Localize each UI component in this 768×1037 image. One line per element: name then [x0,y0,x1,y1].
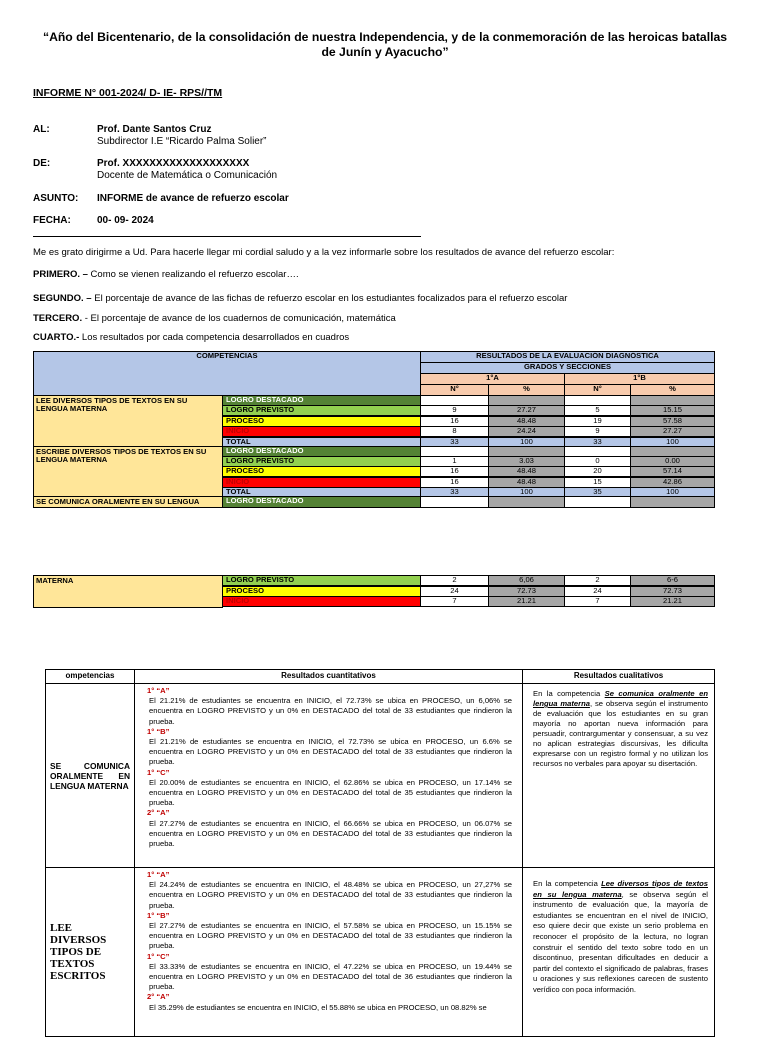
r1-grade-1: 1° “A” [147,686,170,695]
r1-grade-2: 1° “B” [147,726,170,736]
level-proceso-c2: PROCESO [222,466,421,477]
t2-row2-competency [45,867,135,1037]
header-n-1b: N° [564,384,631,396]
r2-grade-3: 1° “C” [147,951,170,961]
c2-previsto-col1: 1 [420,456,489,467]
de-label: DE: [33,158,51,169]
c1-destacado-col1 [420,395,489,406]
para-cuarto [33,332,349,343]
t2-row2-comp-text: LEE DIVERSOS TIPOS DE TEXTOS ESCRITOS [50,922,107,982]
level-proceso-c3: PROCESO [222,586,421,597]
r1-qual-pre: En la competencia [533,689,605,698]
segundo-text: El porcentaje de avance de las fichas de refuerzo escolar en los estudiantes focalizados para el refuerzo escolar [94,293,568,304]
c2-total-col2: 100 [488,487,565,498]
c1-proceso-col3: 19 [564,416,631,427]
segundo-label: SEGUNDO. – [33,293,92,304]
r2-qual-em: Lee diversos tipos de textos en su lengua materna [533,879,708,899]
al-role: Subdirector I.E “Ricardo Palma Solier” [97,136,267,147]
header-n-1a: N° [420,384,489,396]
c3-proceso-col2: 72.73 [488,586,565,597]
para-tercero [33,313,396,324]
c3-destacado-col4 [630,496,715,508]
level-proceso-c1: PROCESO [222,416,421,427]
r1-text-1: El 21.21% de estudiantes se encuentra en INICIO, el 72.73% se ubica en PROCESO, un 6,06% se encuentra en LOGRO PREVISTO y un 0% en DESTACADO del total de 33 estudiantes que rindieron la prueba. [149,696,512,726]
r2-text-1: El 24.24% de estudiantes se encuentra en INICIO, el 48.48% se ubica en PROCESO, un 27,27% se encuentra en LOGRO PREVISTO y un 0% en DESTACADO del total de 33 estudiantes que rindieron la prueba. [149,880,512,910]
level-total-c2: TOTAL [222,487,421,498]
t2-row1-competency [45,683,135,868]
tercero-label: TERCERO. [33,313,83,324]
level-previsto-c2: LOGRO PREVISTO [222,456,421,467]
c2-proceso-col1: 16 [420,466,489,477]
report-number: INFORME N° 001-2024/ D- IE- RPS//TM [33,87,223,99]
c2-proceso-col4: 57.14 [630,466,715,477]
r1-text-3: El 20.00% de estudiantes se encuentra en INICIO, el 62.86% se ubica en PROCESO, un 17.14% se encuentra en LOGRO PREVISTO y un 0% en DESTACADO del total de 35 estudiantes que rindieron la prueba. [149,777,512,808]
c3-previsto-col3: 2 [564,575,631,586]
c1-proceso-col1: 16 [420,416,489,427]
c3-inicio-col2: 21.21 [488,596,565,607]
competency-lee: LEE DIVERSOS TIPOS DE TEXTOS EN SU LENGUA MATERNA [33,395,223,447]
c1-total-col1: 33 [420,437,489,448]
level-inicio-c1: INICIO [222,426,421,437]
t2-header-qual: Resultados cualitativos [522,669,715,684]
para-primero [33,269,299,280]
c1-proceso-col2: 48.48 [488,416,565,427]
c1-inicio-col1: 8 [420,426,489,437]
t2-row2-quant [134,867,523,1037]
t2-row2-qual [522,867,715,1037]
c2-proceso-col3: 20 [564,466,631,477]
c2-previsto-col3: 0 [564,456,631,467]
c2-total-col1: 33 [420,487,489,498]
c3-previsto-col2: 6,06 [488,575,565,586]
c1-inicio-col3: 9 [564,426,631,437]
de-name: Prof. XXXXXXXXXXXXXXXXXXX [97,158,250,169]
c1-destacado-col2 [488,395,565,406]
r2-grade-4: 2° “A” [147,992,170,1002]
al-name: Prof. Dante Santos Cruz [97,124,212,135]
c1-destacado-col3 [564,395,631,406]
c2-proceso-col2: 48.48 [488,466,565,477]
c2-inicio-col3: 15 [564,477,631,488]
r2-text-3: El 33.33% de estudiantes se encuentra en INICIO, el 47.22% se ubica en PROCESO, un 19.44% se encuentra en LOGRO PREVISTO y un 0% en DESTACADO del total de 36 estudiantes que rindieron la prueba. [149,961,512,992]
t2-row1-quant [134,683,523,868]
c2-total-col4: 100 [630,487,715,498]
header-competencias: COMPETENCIAS [33,351,421,396]
r1-grade-4: 2° “A” [147,808,170,818]
header-grade-1b: 1°B [564,373,715,385]
r2-text-4: El 35.29% de estudiantes se encuentra en INICIO, el 55.88% se ubica en PROCESO, un 08.82% se [149,1002,487,1012]
level-destacado-c3: LOGRO DESTACADO [222,496,421,508]
r2-text-2: El 27.27% de estudiantes se encuentra en INICIO, el 57.58% se ubica en PROCESO, un 15.15% se encuentra en LOGRO PREVISTO y un 0% en DESTACADO del total de 33 estudiantes que rindieron la prueba. [149,921,512,951]
t2-row1-qual [522,683,715,868]
c1-previsto-col1: 9 [420,405,489,416]
header-grade-1a: 1°A [420,373,565,385]
r1-text-4: El 27.27% de estudiantes se encuentra en INICIO, el 66.66% se ubica en PROCESO, un 06.07% se encuentra en LOGRO PREVISTO y un 0% en DESTACADO del total de 33 estudiantes que rindieron la prueba. [149,818,512,849]
primero-text: Como se vienen realizando el refuerzo escolar…. [90,269,299,280]
cuarto-text: Los resultados por cada competencia desarrollados en cuadros [81,332,350,343]
header-pct-1a: % [488,384,565,396]
competency-escribe: ESCRIBE DIVERSOS TIPOS DE TEXTOS EN SU LENGUA MATERNA [33,446,223,497]
page-title: “Año del Bicentenario, de la consolidación de nuestra Independencia, y de la conmemoración de las heroicas batallas de Junín y Ayacucho” [42,30,728,59]
c1-proceso-col4: 57.58 [630,416,715,427]
al-label: AL: [33,124,50,135]
level-inicio-c2: INICIO [222,477,421,488]
intro-text: Me es grato dirigirme a Ud. Para hacerle llegar mi cordial saludo y a la vez informarle sobre los resultados de avance del refuerzo escolar: [33,247,615,258]
r2-qual-pre: En la competencia [533,879,602,888]
level-previsto-c3: LOGRO PREVISTO [222,575,421,586]
cuarto-label: CUARTO.- [33,332,80,343]
c3-inicio-col4: 21.21 [630,596,715,607]
t2-header-quant: Resultados cuantitativos [134,669,523,684]
asunto-label: ASUNTO: [33,193,79,204]
c3-previsto-col1: 2 [420,575,489,586]
r1-qual-em: Se comunica oralmente en lengua materna [533,689,708,708]
c2-inicio-col2: 48.48 [488,477,565,488]
c3-destacado-col2 [488,496,565,508]
asunto-value: INFORME de avance de refuerzo escolar [97,193,289,204]
r1-grade-3: 1° “C” [147,767,170,777]
c1-total-col4: 100 [630,437,715,448]
header-grades: GRADOS Y SECCIONES [420,362,715,374]
r2-qual-post: , se observa según el instrumento de evaluación que, la mayoría de estudiantes se encuentran en el nivel de INICIO, eso quiere decir que existe un serio problema en reconocer el propósito de la lectura, no logran construir el sentido del texto sobre todo en un discontinuo, presentan dificultades en deducir a partir del contexto el significado de palabras, frases u oraciones y sus reflexiones carecen de sustento verídico con poca información. [533,889,708,994]
r2-grade-1: 1° “A” [147,870,170,879]
para-segundo [33,293,567,304]
level-inicio-c3: INICIO [222,596,421,607]
c3-previsto-col4: 6-6 [630,575,715,586]
c3-destacado-col3 [564,496,631,508]
t2-header-comp: ompetencias [45,669,135,684]
c3-inicio-col1: 7 [420,596,489,607]
r2-grade-2: 1° “B” [147,910,170,920]
c3-proceso-col3: 24 [564,586,631,597]
competency-comunica-b: MATERNA [33,575,223,608]
c2-previsto-col4: 0.00 [630,456,715,467]
header-pct-1b: % [630,384,715,396]
divider [33,236,421,237]
c2-total-col3: 35 [564,487,631,498]
c1-inicio-col2: 24.24 [488,426,565,437]
header-results: RESULTADOS DE LA EVALUACIÓN DIAGNÓSTICA [420,351,715,363]
c2-inicio-col1: 16 [420,477,489,488]
c2-inicio-col4: 42.86 [630,477,715,488]
fecha-value: 00- 09- 2024 [97,215,154,226]
c1-previsto-col2: 27.27 [488,405,565,416]
c2-previsto-col2: 3.03 [488,456,565,467]
level-destacado-c2: LOGRO DESTACADO [222,446,421,457]
r1-qual-post: , se observa según el instrumento de evaluación que los estudiantes en su gran mayoría no aportan nueva información para persuadir, contrargumentar y consensuar, a su vez no aplican estrategias discursivas, les dificulta expresarse con un registro formal y no utilizan los recursos no verbales para apoyar su disertación. [533,699,708,768]
level-destacado-c1: LOGRO DESTACADO [222,395,421,406]
primero-label: PRIMERO. – [33,269,88,280]
de-role: Docente de Matemática o Comunicación [97,170,278,181]
t2-row1-comp-text: SE COMUNICA ORALMENTE EN LENGUA MATERNA [50,760,130,791]
c3-destacado-col1 [420,496,489,508]
r1-text-2: El 21.21% de estudiantes se encuentra en INICIO, el 72.73% se ubica en PROCESO, un 6.6% se encuentra en LOGRO PREVISTO y un 0% en DESTACADO del total de 33 estudiantes que rindieron la prueba. [149,737,512,767]
c1-previsto-col4: 15.15 [630,405,715,416]
c3-proceso-col1: 24 [420,586,489,597]
level-previsto-c1: LOGRO PREVISTO [222,405,421,416]
fecha-label: FECHA: [33,215,71,226]
level-total-c1: TOTAL [222,437,421,448]
competency-comunica-a: SE COMUNICA ORALMENTE EN SU LENGUA [33,496,223,508]
c1-inicio-col4: 27.27 [630,426,715,437]
c3-inicio-col3: 7 [564,596,631,607]
tercero-text: - El porcentaje de avance de los cuadernos de comunicación, matemática [84,313,396,324]
c1-total-col3: 33 [564,437,631,448]
c3-proceso-col4: 72.73 [630,586,715,597]
c1-total-col2: 100 [488,437,565,448]
c1-destacado-col4 [630,395,715,406]
c1-previsto-col3: 5 [564,405,631,416]
